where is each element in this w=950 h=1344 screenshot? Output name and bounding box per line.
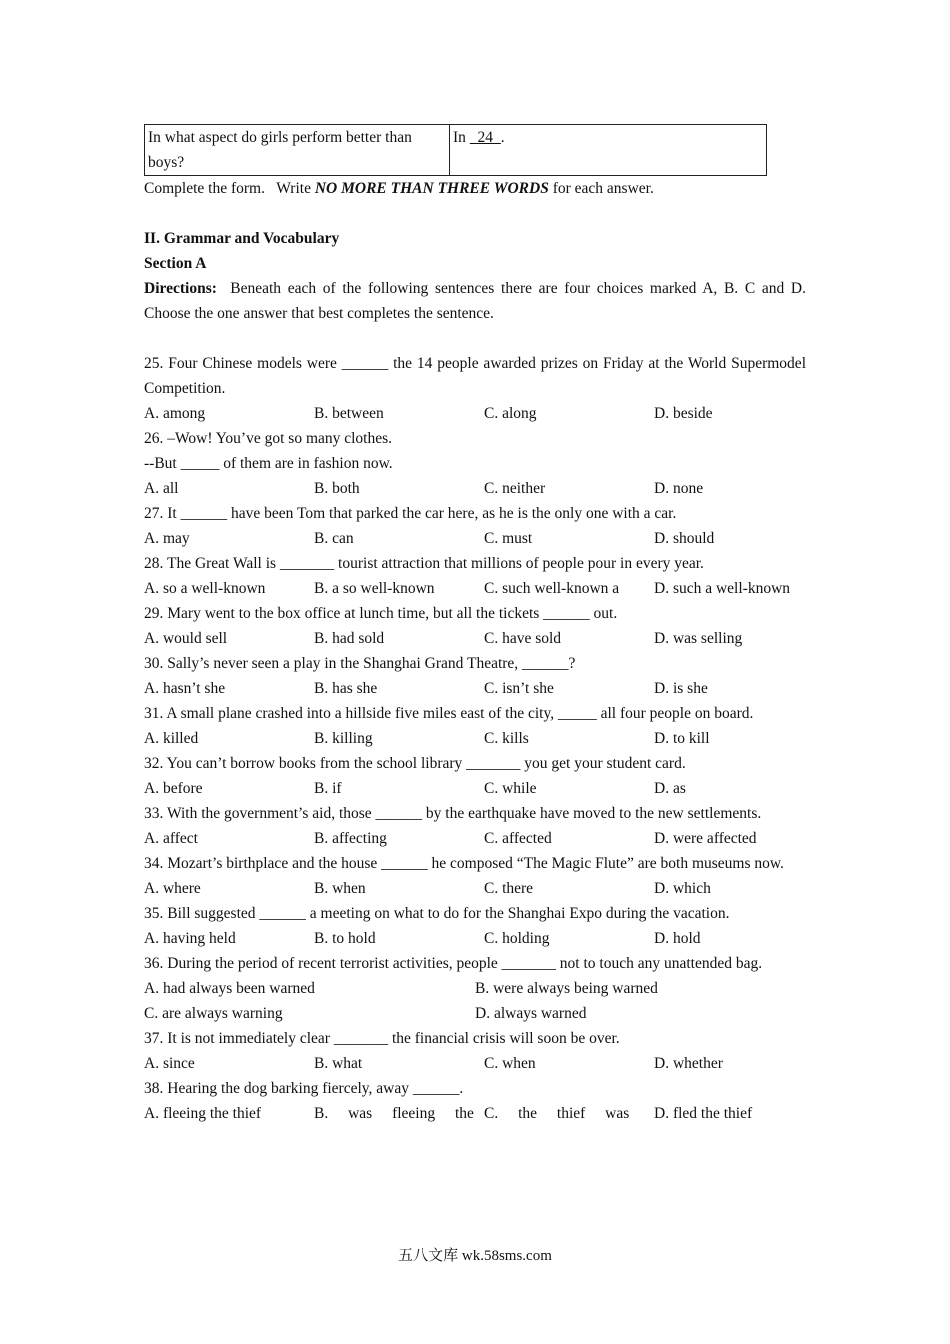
footer-watermark: 五八文库 wk.58sms.com bbox=[398, 1248, 552, 1264]
option-b[interactable]: B. killing bbox=[314, 730, 373, 747]
option-d[interactable]: D. always warned bbox=[475, 1005, 587, 1022]
option-b[interactable]: B. between bbox=[314, 405, 384, 422]
option-c[interactable]: C. along bbox=[484, 405, 537, 422]
option-b[interactable]: B. if bbox=[314, 780, 342, 797]
option-c[interactable]: C. isn’t she bbox=[484, 680, 554, 697]
option-b[interactable]: B. both bbox=[314, 480, 360, 497]
option-a[interactable]: A. before bbox=[144, 780, 203, 797]
question-32-stem: 32. You can’t borrow books from the school library _______ you get your student card. bbox=[144, 755, 686, 772]
question-29-options bbox=[144, 626, 806, 651]
question-31-options bbox=[144, 726, 806, 751]
question-26-stem-reply: --But _____ of them are in fashion now. bbox=[144, 455, 393, 472]
option-a[interactable]: A. affect bbox=[144, 830, 198, 847]
option-c[interactable]: C. the thief was bbox=[484, 1105, 630, 1122]
question-37-options bbox=[144, 1051, 806, 1076]
question-33-options bbox=[144, 826, 806, 851]
option-c[interactable]: C. there bbox=[484, 880, 534, 897]
question-31-stem: 31. A small plane crashed into a hillside five miles east of the city, _____ all four people on board. bbox=[144, 705, 754, 722]
question-32-options bbox=[144, 776, 806, 801]
option-b[interactable]: B. what bbox=[314, 1055, 363, 1072]
question-25-options bbox=[144, 401, 806, 426]
answer-blank-24: 24 bbox=[469, 129, 501, 146]
option-d[interactable]: D. should bbox=[654, 530, 715, 547]
option-b[interactable]: B. a so well-known bbox=[314, 580, 435, 597]
option-d[interactable]: D. such a well-known bbox=[654, 580, 791, 597]
document-page bbox=[144, 124, 818, 1126]
question-36-stem: 36. During the period of recent terrorist activities, people _______ not to touch any unattended bag. bbox=[144, 955, 763, 972]
form-question-cell: In what aspect do girls perform better than boys? bbox=[145, 125, 450, 176]
option-c[interactable]: C. kills bbox=[484, 730, 529, 747]
option-a[interactable]: A. would sell bbox=[144, 630, 228, 647]
option-b[interactable]: B. was fleeing the bbox=[314, 1105, 474, 1122]
option-b[interactable]: B. has she bbox=[314, 680, 378, 697]
option-b[interactable]: B. affecting bbox=[314, 830, 387, 847]
question-30-stem: 30. Sally’s never seen a play in the Shanghai Grand Theatre, ______? bbox=[144, 655, 576, 672]
question-38-stem: 38. Hearing the dog barking fiercely, away ______. bbox=[144, 1080, 464, 1097]
question-25-stem: 25. Four Chinese models were ______ the 14 people awarded prizes on Friday at the World Supermodel Competition. bbox=[144, 355, 806, 397]
option-c[interactable]: C. such well-known a bbox=[484, 580, 620, 597]
option-a[interactable]: A. so a well-known bbox=[144, 580, 266, 597]
option-c[interactable]: C. have sold bbox=[484, 630, 562, 647]
option-c[interactable]: C. must bbox=[484, 530, 533, 547]
option-c[interactable]: C. holding bbox=[484, 930, 550, 947]
option-a[interactable]: A. all bbox=[144, 480, 179, 497]
option-c[interactable]: C. neither bbox=[484, 480, 546, 497]
option-a[interactable]: A. hasn’t she bbox=[144, 680, 226, 697]
option-b[interactable]: B. were always being warned bbox=[475, 980, 658, 997]
option-d[interactable]: D. beside bbox=[654, 405, 713, 422]
question-26-stem: 26. –Wow! You’ve got so many clothes. bbox=[144, 430, 393, 447]
question-34-options bbox=[144, 876, 806, 901]
option-d[interactable]: D. as bbox=[654, 780, 686, 797]
option-d[interactable]: D. fled the thief bbox=[654, 1105, 753, 1122]
option-a[interactable]: A. fleeing the thief bbox=[144, 1105, 262, 1122]
option-a[interactable]: A. since bbox=[144, 1055, 195, 1072]
question-33-stem: 33. With the government’s aid, those ______ by the earthquake have moved to the new settlements. bbox=[144, 805, 762, 822]
option-a[interactable]: A. had always been warned bbox=[144, 980, 315, 997]
option-d[interactable]: D. whether bbox=[654, 1055, 723, 1072]
question-35-options bbox=[144, 926, 806, 951]
option-d[interactable]: D. to kill bbox=[654, 730, 710, 747]
option-d[interactable]: D. hold bbox=[654, 930, 701, 947]
question-37-stem: 37. It is not immediately clear _______ the financial crisis will soon be over. bbox=[144, 1030, 620, 1047]
option-b[interactable]: B. can bbox=[314, 530, 354, 547]
section-subheading: Section A bbox=[144, 255, 207, 272]
option-d[interactable]: D. none bbox=[654, 480, 704, 497]
question-34-stem: 34. Mozart’s birthplace and the house ______ he composed “The Magic Flute” are both museums now. bbox=[144, 855, 784, 872]
option-b[interactable]: B. to hold bbox=[314, 930, 376, 947]
question-27-options bbox=[144, 526, 806, 551]
form-instruction: Complete the form. Write NO MORE THAN THREE WORDS for each answer. bbox=[144, 180, 654, 197]
option-c[interactable]: C. are always warning bbox=[144, 1005, 283, 1022]
option-d[interactable]: D. was selling bbox=[654, 630, 743, 647]
question-38-options bbox=[144, 1101, 806, 1126]
option-a[interactable]: A. may bbox=[144, 530, 190, 547]
form-answer-cell: In 24 . bbox=[450, 125, 767, 176]
option-c[interactable]: C. while bbox=[484, 780, 537, 797]
question-27-stem: 27. It ______ have been Tom that parked the car here, as he is the only one with a car. bbox=[144, 505, 677, 522]
section-heading: II. Grammar and Vocabulary bbox=[144, 230, 340, 247]
option-a[interactable]: A. where bbox=[144, 880, 201, 897]
option-c[interactable]: C. affected bbox=[484, 830, 552, 847]
option-a[interactable]: A. having held bbox=[144, 930, 236, 947]
question-35-stem: 35. Bill suggested ______ a meeting on what to do for the Shanghai Expo during the vacation. bbox=[144, 905, 730, 922]
answer-form-table bbox=[144, 124, 767, 176]
directions: Directions: Beneath each of the following sentences there are four choices marked A, B. C and D. Choose the one answer that best completes the sentence. bbox=[144, 280, 818, 322]
option-c[interactable]: C. when bbox=[484, 1055, 536, 1072]
option-d[interactable]: D. is she bbox=[654, 680, 708, 697]
option-a[interactable]: A. killed bbox=[144, 730, 199, 747]
option-b[interactable]: B. had sold bbox=[314, 630, 385, 647]
question-29-stem: 29. Mary went to the box office at lunch time, but all the tickets ______ out. bbox=[144, 605, 618, 622]
option-d[interactable]: D. were affected bbox=[654, 830, 757, 847]
question-26-options bbox=[144, 476, 806, 501]
option-a[interactable]: A. among bbox=[144, 405, 206, 422]
option-b[interactable]: B. when bbox=[314, 880, 366, 897]
option-d[interactable]: D. which bbox=[654, 880, 711, 897]
question-28-options bbox=[144, 576, 806, 601]
question-36-options-row1 bbox=[144, 976, 806, 1001]
question-28-stem: 28. The Great Wall is _______ tourist attraction that millions of people pour in every year. bbox=[144, 555, 704, 572]
question-36-options-row2 bbox=[144, 1001, 806, 1026]
question-30-options bbox=[144, 676, 806, 701]
